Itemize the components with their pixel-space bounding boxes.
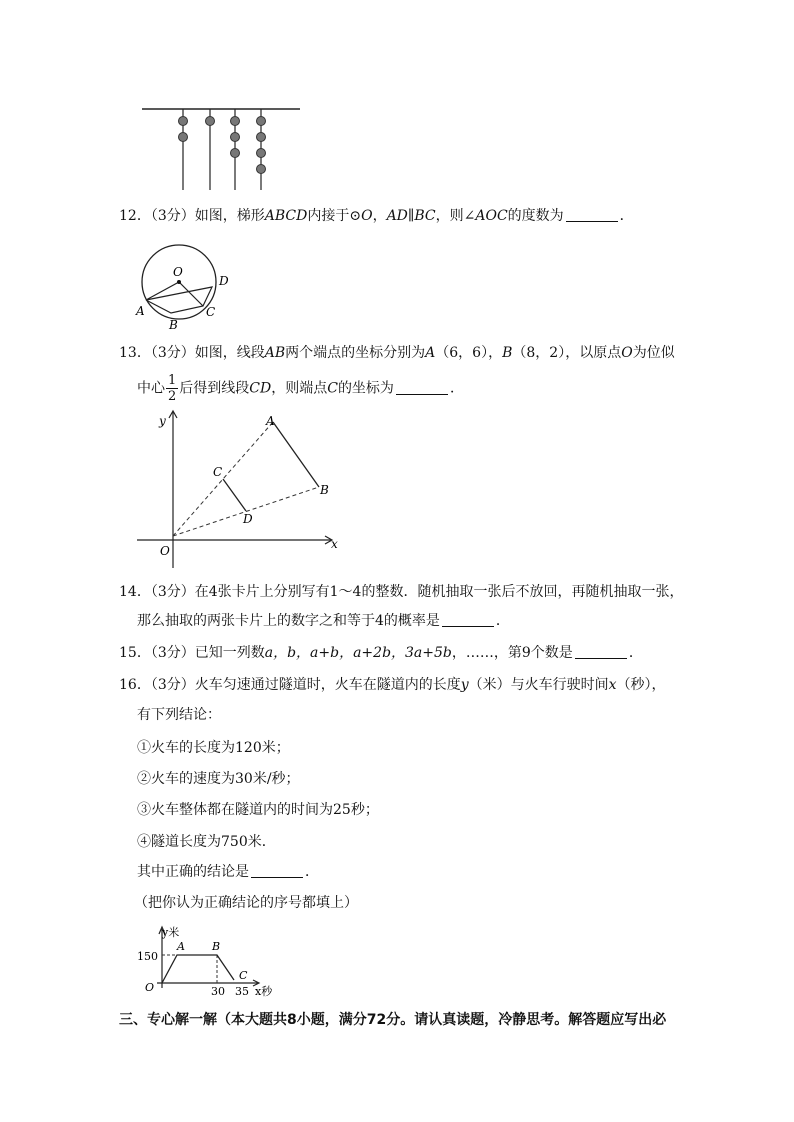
label-c: C (206, 305, 216, 319)
svg-text:y米: y米 (162, 926, 180, 939)
question-13-line2: 中心 $\frac{1}{2}$ 后得到线段CD，则端点C的坐标为 ． (137, 373, 464, 404)
answer-blank[interactable] (566, 207, 618, 222)
svg-text:O: O (145, 981, 155, 994)
svg-text:B: B (320, 483, 329, 497)
question-13-line1: 13．（3分）如图，线段AB两个端点的坐标分别为A（6，6），B（8，2），以原点O为位似 (119, 345, 675, 361)
abacus-bead (179, 133, 188, 142)
train-graph (135, 923, 285, 998)
coordinate-figure (135, 408, 350, 573)
svg-text:x秒: x秒 (255, 985, 273, 998)
svg-text:35: 35 (235, 985, 249, 998)
svg-text:C: C (239, 969, 248, 982)
svg-text:O: O (160, 544, 170, 558)
question-14-line1: 14．（3分）在4张卡片上分别写有1～4的整数．随机抽取一张后不放回，再随机抽取一张， (119, 584, 684, 600)
answer-line: 其中正确的结论是 ． (137, 864, 319, 880)
label-d: D (219, 274, 229, 288)
svg-text:y: y (159, 414, 166, 428)
conclusion-3: ③火车整体都在隧道内的时间为25秒； (137, 802, 379, 818)
graph-line (162, 955, 234, 983)
abacus-figure (140, 100, 305, 195)
abacus-bead (257, 117, 266, 126)
svg-text:A: A (177, 940, 185, 953)
abacus-bead (231, 149, 240, 158)
abacus-bead (231, 117, 240, 126)
answer-blank[interactable] (575, 644, 627, 659)
abacus-bead (231, 133, 240, 142)
answer-blank[interactable] (442, 612, 494, 627)
answer-blank[interactable] (251, 863, 303, 878)
question-15: 15．（3分）已知一列数a，b，a+b，a+2b，3a+5b，……，第9个数是 ． (119, 645, 643, 661)
question-16-line2: 有下列结论： (137, 707, 221, 723)
fraction-one-half: $\frac{1}{2}$ (168, 373, 177, 404)
conclusion-1: ①火车的长度为120米； (137, 740, 290, 756)
answer-blank[interactable] (396, 380, 448, 395)
svg-text:x: x (331, 537, 338, 551)
abacus-bead (257, 149, 266, 158)
svg-text:A: A (266, 414, 275, 428)
section-3-heading: 三、专心解一解（本大题共8小题，满分72分。请认真读题，冷静思考。解答题应写出必 (119, 1012, 667, 1028)
svg-text:B: B (212, 940, 221, 953)
hint: （把你认为正确结论的序号都填上） (134, 895, 358, 911)
circle-trapezoid-figure (133, 238, 243, 333)
conclusion-4: ④隧道长度为750米． (137, 834, 276, 850)
abacus-bead (257, 133, 266, 142)
conclusion-2: ②火车的速度为30米/秒； (137, 771, 300, 787)
question-14-line2: 那么抽取的两张卡片上的数字之和等于4的概率是 ． (137, 613, 510, 629)
svg-text:30: 30 (211, 985, 225, 998)
question-12: 12．（3分）如图，梯形ABCD内接于⊙O，AD∥BC，则∠AOC的度数为 ． (119, 208, 634, 224)
svg-text:150: 150 (137, 950, 158, 963)
question-16-line1: 16．（3分）火车匀速通过隧道时，火车在隧道内的长度y（米）与火车行驶时间x（秒）， (119, 677, 666, 693)
label-a: A (136, 304, 145, 318)
svg-text:C: C (213, 465, 223, 479)
svg-text:D: D (243, 512, 253, 526)
label-o: O (173, 265, 183, 279)
abacus-bead (206, 117, 215, 126)
abacus-bead (179, 117, 188, 126)
abacus-bead (257, 165, 266, 174)
label-b: B (169, 318, 178, 332)
